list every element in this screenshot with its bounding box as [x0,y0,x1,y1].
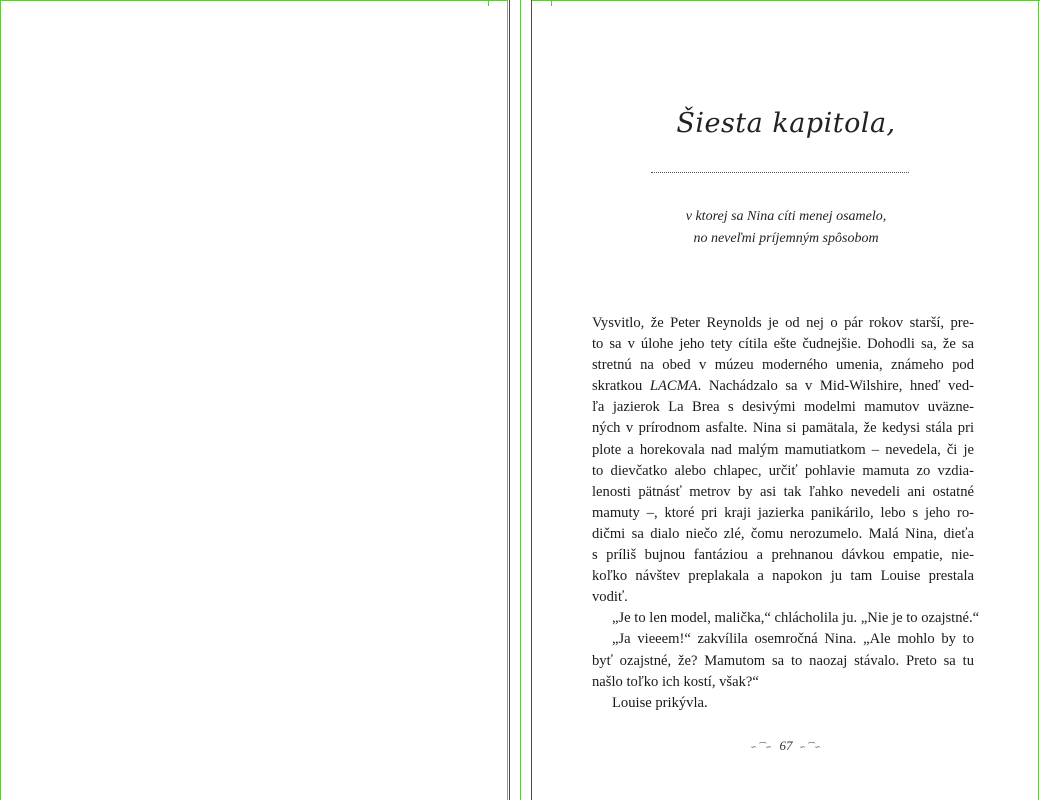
text-line-lacma-content: skratkou LACMA. Nachádzalo sa v Mid-Wilshire, hneď ved- [592,378,974,395]
text-line: byť ozajstné, že? Mamutom sa to naozaj stávalo. Preto sa tu [592,652,974,669]
text-line: to dievčatko alebo chlapec, určiť pohlavie mamuta zo vzdia- [592,462,974,479]
right-page-top-edge [532,0,1040,1]
text-line: stretnú na obed v múzeu moderného umenia, známeho pod [592,357,974,374]
text-line: to sa v úlohe jeho tety cítila ešte čudnejšie. Dohodli sa, že sa [592,336,974,353]
text-line: koľko návštev preplakala a napokon ju tam Louise prestala [592,568,974,585]
page-number: 67 [779,738,793,753]
text-line: našlo toľko ich kostí, však?“ [592,673,759,690]
chapter-title: Šiesta kapitola, [676,108,896,139]
dotted-separator [651,172,909,173]
text-line: dičmi sa dialo niečo zlé, čomu nerozumelo. Malá Nina, dieťa [592,525,974,542]
left-page-corner-tick [488,0,489,6]
text-line: „Je to len model, malička,“ chlácholila ju. „Nie je to ozajstné.“ [612,610,980,627]
text-line: Vysvitlo, že Peter Reynolds je od nej o pár rokov starší, pre- [592,315,974,331]
text-line: vodiť. [592,589,628,606]
text-line: lenosti pätnásť metrov by asi tak ľahko nevedeli ani ostatné [592,483,974,500]
text-line-lacma [592,376,974,397]
right-page [532,0,1040,800]
text-line: plote a horekovala nad malým mamutiatkom – nevedela, či je [592,441,974,458]
ornament-left-icon: ∽⁀∽ [750,742,773,752]
text-line: Louise prikývla. [612,694,708,711]
ornament-right-icon: ∽⁀∽ [799,742,822,752]
text-line: ľa jazierok La Brea s desivými modelmi mamutov uväzne- [592,399,974,416]
subtitle-line: v ktorej sa Nina cíti menej osamelo, [685,209,887,224]
gutter-line-green-left [507,0,508,800]
gutter-line-blue-left [509,0,510,800]
chapter-subtitle [532,206,1040,250]
text-line: „Ja vieeem!“ zakvílila osemročná Nina. „Ale mohlo by to [612,631,974,648]
spine-line-green [520,0,521,800]
body-text [592,313,980,714]
abbreviation-lacma: LACMA [649,378,698,395]
text-line: mamuty –, ktoré pri kraji jazierka panikárilo, lebo s jeho ro- [592,504,974,521]
left-page [0,0,508,800]
text-line: s príliš bujnou fantáziou a prehnanou dávkou empatie, nie- [592,547,974,564]
page-footer [532,738,1040,754]
text-line: ných v prírodnom asfalte. Nina si pamätala, že kedysi stála pri [592,420,974,437]
right-page-corner-tick [551,0,552,6]
subtitle-line: no neveľmi príjemným spôsobom [693,231,879,246]
left-page-top-edge [0,0,508,1]
left-page-left-edge [0,0,1,800]
